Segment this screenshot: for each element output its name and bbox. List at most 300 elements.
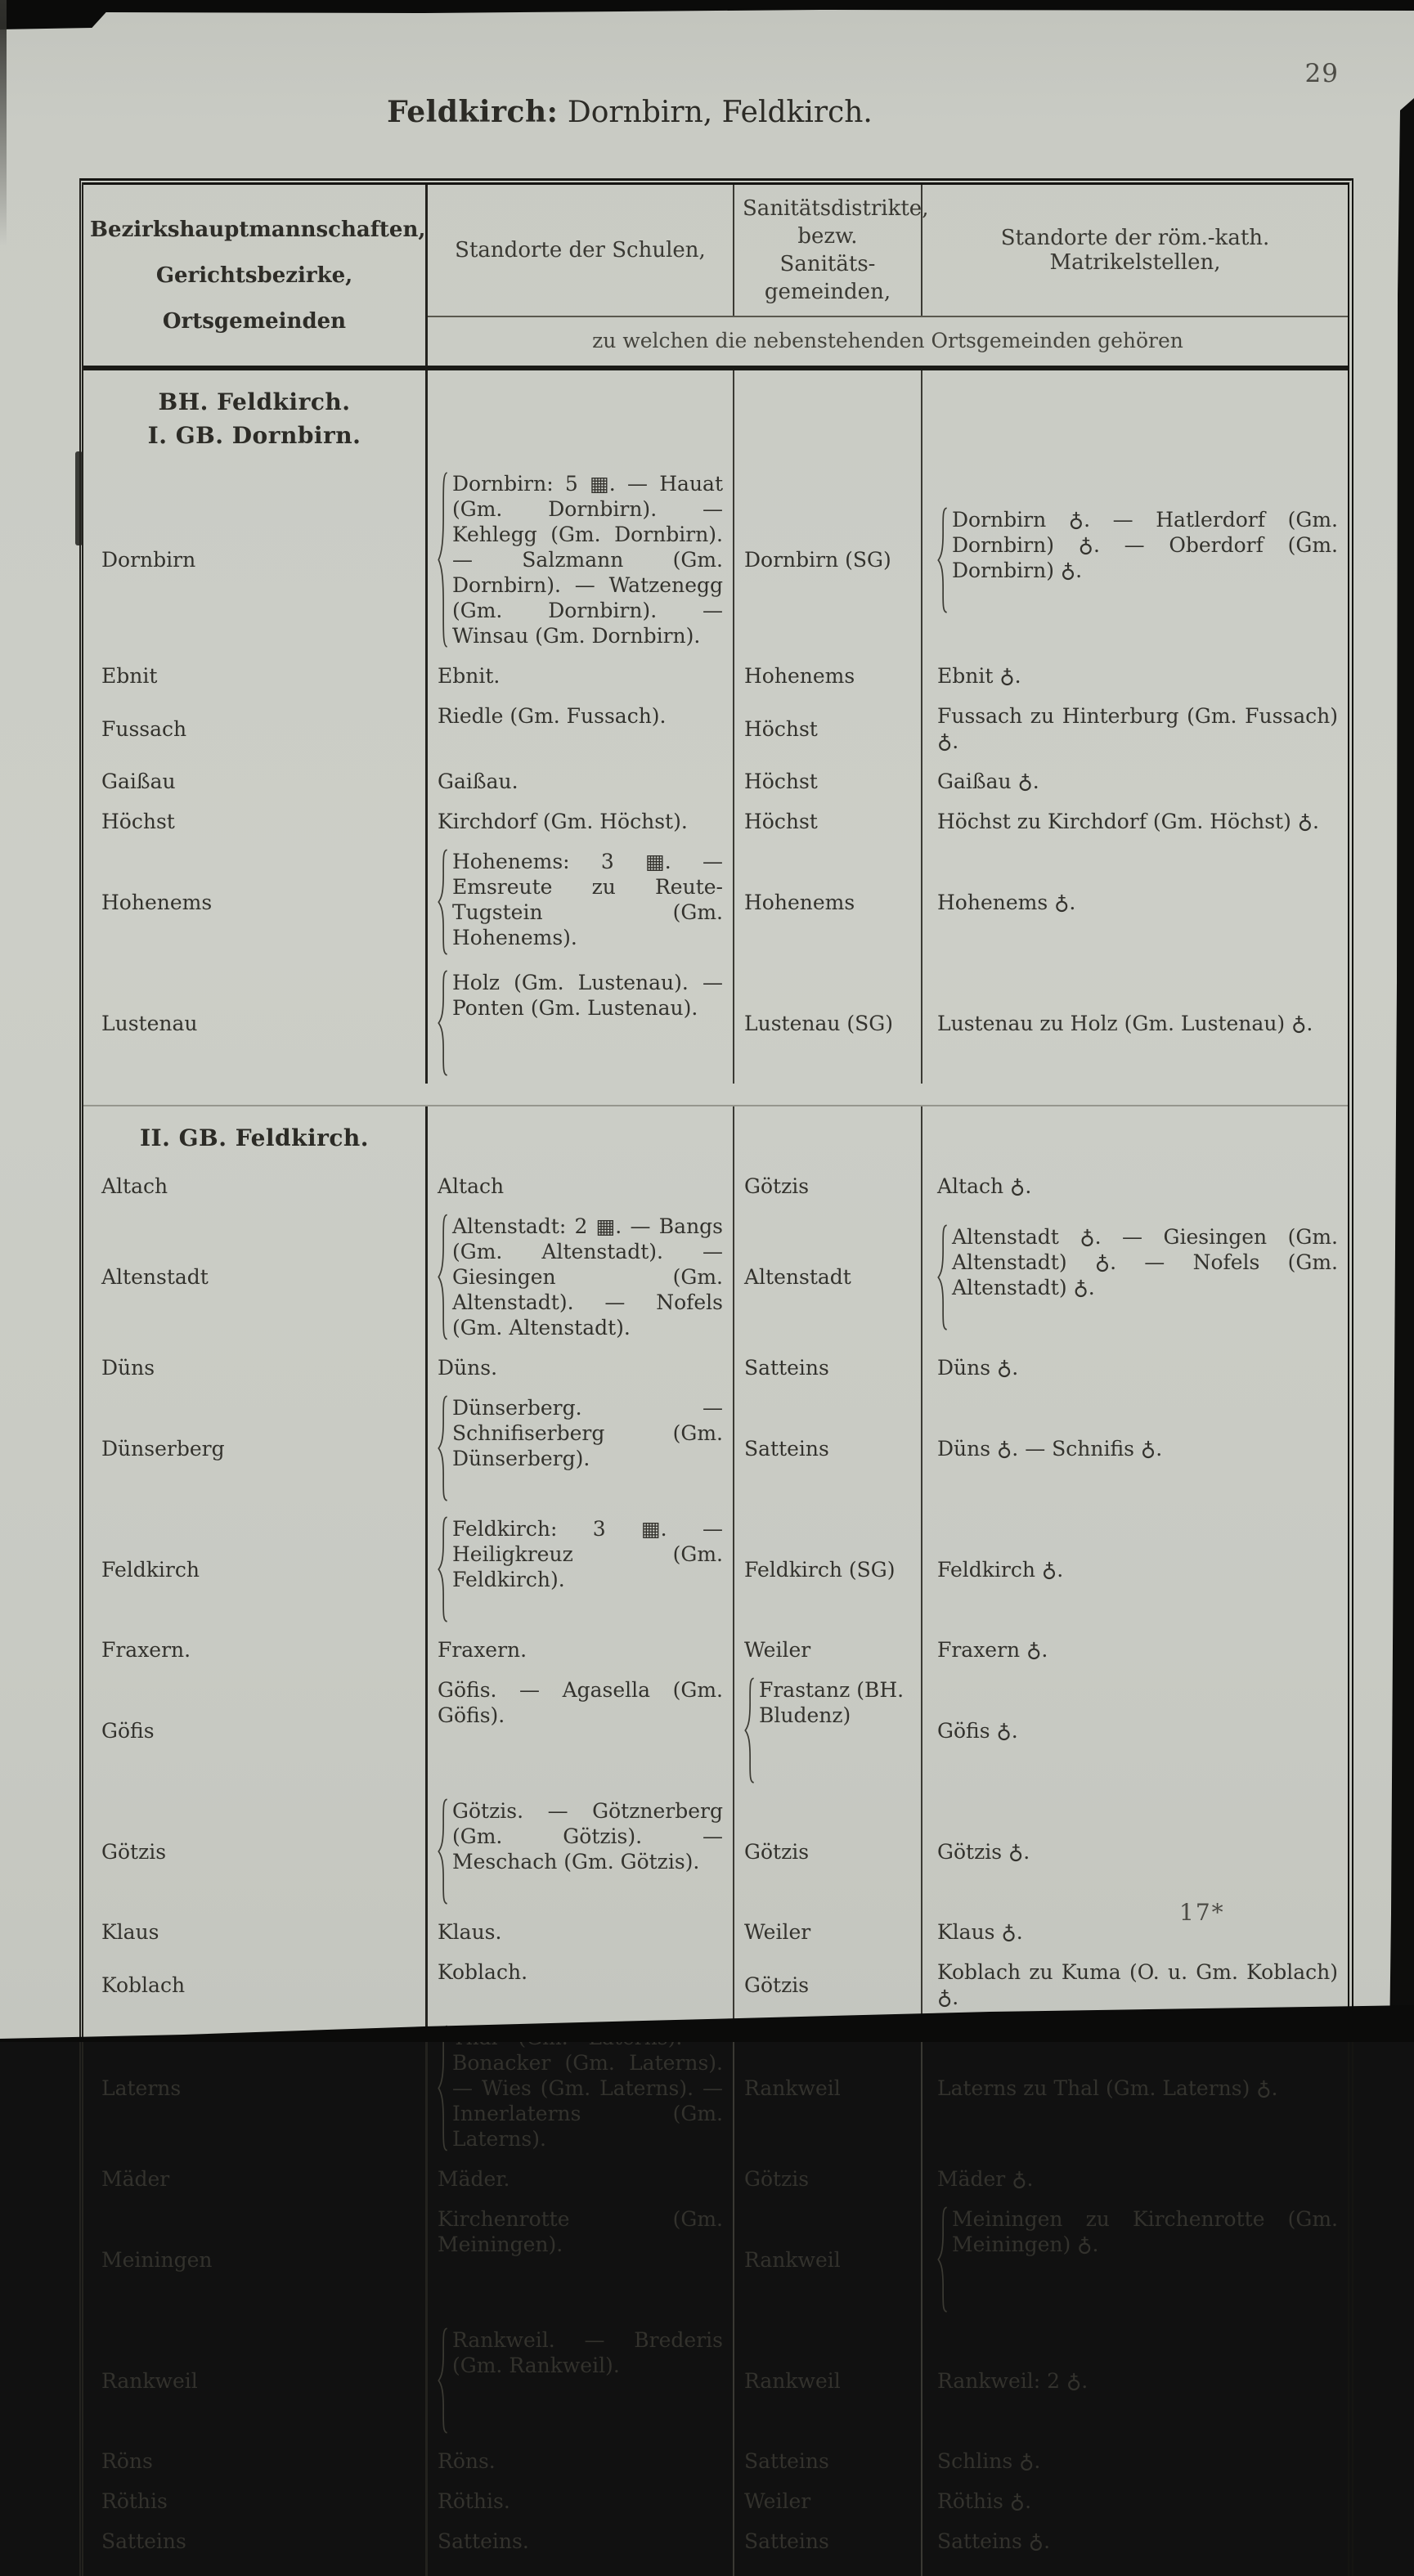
schulen-cell bbox=[428, 1388, 734, 1509]
sanitaets-text: Höchst bbox=[744, 810, 818, 833]
matrikel-cell bbox=[922, 1388, 1348, 1509]
sanitaets-cell bbox=[734, 963, 922, 1084]
cell-inner bbox=[744, 809, 911, 834]
cell-inner bbox=[101, 1972, 415, 1998]
matrikel-text: Gaißau ♁. bbox=[937, 770, 1039, 793]
cell-inner bbox=[937, 1355, 1338, 1380]
matrikel-cell bbox=[922, 801, 1348, 841]
cell-inner bbox=[438, 849, 723, 955]
gemeinde-cell bbox=[83, 1630, 428, 1670]
sanitaets-text: Satteins bbox=[744, 1436, 829, 1461]
matrikel-cell bbox=[922, 656, 1348, 696]
brace-icon bbox=[937, 1224, 948, 1331]
cell-inner bbox=[101, 2166, 415, 2192]
matrikel-text: Fussach zu Hinterburg (Gm. Fussach) ♁. bbox=[937, 704, 1338, 753]
gemeinde-cell bbox=[83, 841, 428, 963]
brace-icon bbox=[744, 1677, 755, 1784]
matrikel-cell bbox=[922, 761, 1348, 801]
matrikel-cell bbox=[922, 1206, 1348, 1348]
sanitaets-cell bbox=[734, 1912, 922, 1952]
gemeinde-cell bbox=[83, 1791, 428, 1912]
matrikel-cell bbox=[922, 1630, 1348, 1670]
cell-inner bbox=[101, 1174, 415, 1199]
matrikel-text: Altach ♁. bbox=[937, 1174, 1032, 1198]
schulen-text: Düns. bbox=[438, 1356, 498, 1380]
cell-inner bbox=[101, 1637, 415, 1663]
table-row bbox=[83, 464, 1348, 656]
matrikel-text: Götzis ♁. bbox=[937, 1839, 1030, 1864]
schulen-cell bbox=[428, 1348, 734, 1388]
table-row bbox=[83, 2521, 1348, 2561]
cell-inner bbox=[744, 2488, 911, 2514]
sanitaets-cell bbox=[734, 801, 922, 841]
schulen-text: Satteins. bbox=[438, 2529, 529, 2553]
gemeinde-cell bbox=[83, 963, 428, 1084]
cell-inner bbox=[438, 1214, 723, 1340]
gemeinde-name: Fraxern. bbox=[101, 1638, 191, 1662]
sanitaets-cell bbox=[734, 2320, 922, 2441]
table-row bbox=[83, 656, 1348, 696]
cell-inner bbox=[744, 1677, 911, 1784]
schulen-cell bbox=[428, 2481, 734, 2521]
gemeinde-cell bbox=[83, 464, 428, 656]
schulen-cell bbox=[428, 963, 734, 1084]
matrikel-cell bbox=[922, 696, 1348, 761]
cell-inner bbox=[438, 1677, 723, 1728]
gemeinde-name: Ebnit bbox=[101, 664, 158, 688]
scan-edge-right bbox=[1389, 0, 1414, 2042]
table-header bbox=[83, 185, 1348, 370]
sanitaets-cell bbox=[734, 656, 922, 696]
brace-icon bbox=[438, 2025, 448, 2152]
cell-inner bbox=[101, 1557, 415, 1582]
cell-inner bbox=[937, 2076, 1338, 2101]
gemeinde-cell bbox=[83, 2159, 428, 2199]
gemeinde-cell bbox=[83, 2199, 428, 2320]
matrikel-text: Satteins ♁. bbox=[937, 2529, 1051, 2553]
cell-inner bbox=[438, 1355, 723, 1380]
matrikel-cell bbox=[922, 2521, 1348, 2561]
cell-inner bbox=[937, 1011, 1338, 1036]
gemeinde-name: Rankweil bbox=[101, 2368, 198, 2393]
matrikel-text: Düns ♁. bbox=[937, 1356, 1019, 1380]
brace-icon bbox=[438, 849, 448, 955]
gemeinde-cell bbox=[83, 761, 428, 801]
matrikel-text: Mäder ♁. bbox=[937, 2167, 1034, 2191]
header-matrikelstellen bbox=[922, 185, 1348, 316]
gemeinde-name: Meiningen bbox=[101, 2247, 213, 2272]
cell-inner bbox=[438, 2166, 723, 2192]
brace-icon bbox=[438, 1516, 448, 1622]
brace-icon bbox=[438, 970, 448, 1076]
sanitaets-text: Weiler bbox=[744, 1920, 811, 1944]
table-filler bbox=[83, 2561, 1348, 2576]
matrikel-text: Röthis ♁. bbox=[937, 2489, 1032, 2513]
gemeinde-name: Düns bbox=[101, 1356, 155, 1380]
table-row bbox=[83, 1206, 1348, 1348]
cell-inner bbox=[744, 2166, 911, 2192]
schulen-cell bbox=[428, 1952, 734, 2017]
gemeinde-name: Röthis bbox=[101, 2489, 168, 2513]
schulen-cell bbox=[428, 1206, 734, 1348]
sanitaets-cell bbox=[734, 1388, 922, 1509]
cell-inner bbox=[101, 2488, 415, 2514]
cell-inner bbox=[438, 1395, 723, 1501]
cell-inner bbox=[937, 1637, 1338, 1663]
header-line: Bezirkshauptmannschaften, bbox=[90, 217, 426, 242]
cell-inner bbox=[937, 1839, 1338, 1865]
brace-icon bbox=[937, 2206, 948, 2313]
empty-cell bbox=[734, 370, 922, 464]
table-row bbox=[83, 963, 1348, 1084]
cell-inner bbox=[101, 663, 415, 689]
table-row bbox=[83, 2320, 1348, 2441]
schulen-text: Röns. bbox=[438, 2449, 496, 2473]
gemeinde-cell bbox=[83, 1206, 428, 1348]
cell-inner bbox=[937, 2206, 1338, 2313]
table-body bbox=[83, 370, 1348, 2576]
matrikel-cell bbox=[922, 2159, 1348, 2199]
empty-cell bbox=[428, 1106, 734, 1166]
gemeinde-name: Götzis bbox=[101, 1839, 167, 1864]
cell-inner bbox=[101, 2247, 415, 2273]
cell-inner bbox=[937, 1224, 1338, 1331]
gemeinde-cell bbox=[83, 2521, 428, 2561]
schulen-cell bbox=[428, 1166, 734, 1206]
header-line: Standorte der röm.-kath. Matrikelstellen, bbox=[1000, 226, 1270, 275]
sanitaets-text: Lustenau (SG) bbox=[744, 1011, 894, 1035]
gemeinde-cell bbox=[83, 2320, 428, 2441]
matrikel-cell bbox=[922, 1348, 1348, 1388]
matrikel-cell bbox=[922, 2481, 1348, 2521]
schulen-text: Klaus. bbox=[438, 1920, 502, 1944]
gemeinde-cell bbox=[83, 1670, 428, 1791]
cell-inner bbox=[937, 1174, 1338, 1199]
header-line: gemeinden, bbox=[764, 280, 891, 304]
gemeinde-name: Dornbirn bbox=[101, 548, 196, 572]
cell-inner bbox=[101, 1718, 415, 1744]
gemeinde-name: Klaus bbox=[101, 1920, 159, 1944]
sanitaets-text: Weiler bbox=[744, 1638, 811, 1662]
sanitaets-cell bbox=[734, 761, 922, 801]
empty-cell bbox=[922, 1106, 1348, 1166]
cell-inner bbox=[438, 809, 723, 834]
gemeinde-cell bbox=[83, 2481, 428, 2521]
empty-cell bbox=[734, 1106, 922, 1166]
cell-inner bbox=[744, 663, 911, 689]
sanitaets-cell bbox=[734, 1791, 922, 1912]
gemeinde-name: Koblach bbox=[101, 1972, 186, 1997]
schulen-text: Koblach. bbox=[438, 1960, 528, 1984]
cell-inner bbox=[744, 1436, 911, 1461]
schulen-cell bbox=[428, 696, 734, 761]
sanitaets-text: Weiler bbox=[744, 2489, 811, 2513]
cell-inner bbox=[101, 2368, 415, 2394]
gemeinde-name: Göfis bbox=[101, 1718, 155, 1743]
matrikel-cell bbox=[922, 1166, 1348, 1206]
schulen-cell bbox=[428, 2159, 734, 2199]
sanitaets-text: Satteins bbox=[744, 2529, 829, 2553]
section-heading-row bbox=[83, 1105, 1348, 1166]
sanitaets-cell bbox=[734, 1630, 922, 1670]
matrikel-text: Klaus ♁. bbox=[937, 1920, 1023, 1944]
filler-cell bbox=[734, 2561, 922, 2576]
gemeinde-name: Hohenems bbox=[101, 890, 213, 914]
gemeinde-cell bbox=[83, 801, 428, 841]
schulen-text: Göfis. — Agasella (Gm. Göfis). bbox=[438, 1678, 723, 1727]
gemeinde-cell bbox=[83, 656, 428, 696]
sanitaets-cell bbox=[734, 2441, 922, 2481]
table-row bbox=[83, 1630, 1348, 1670]
matrikel-cell bbox=[922, 841, 1348, 963]
schulen-text: Bonacker (Gm. Laterns). — Wies (Gm. Laterns). — Innerlaterns (Gm. Laterns). bbox=[452, 2051, 723, 2151]
schulen-cell bbox=[428, 656, 734, 696]
table-row bbox=[83, 1388, 1348, 1509]
cell-inner bbox=[101, 716, 415, 742]
cell-inner bbox=[744, 769, 911, 794]
sanitaets-text: Götzis bbox=[744, 1972, 810, 1997]
sheet-signature-mark: 17* bbox=[1179, 1899, 1225, 1926]
sanitaets-cell bbox=[734, 841, 922, 963]
header-line: bezw. bbox=[797, 224, 858, 249]
header-line: Sanitätsdistrikte, bbox=[743, 196, 929, 221]
brace-icon bbox=[438, 2327, 448, 2434]
matrikel-cell bbox=[922, 464, 1348, 656]
matrikel-text: Fraxern ♁. bbox=[937, 1638, 1048, 1662]
gemeinde-name: Altach bbox=[101, 1174, 168, 1198]
cell-inner bbox=[744, 1839, 911, 1865]
cell-inner bbox=[744, 1011, 911, 1036]
section-headings bbox=[83, 370, 428, 464]
schulen-cell bbox=[428, 1670, 734, 1791]
cell-inner bbox=[438, 471, 723, 648]
schulen-cell bbox=[428, 801, 734, 841]
cell-inner bbox=[438, 2529, 723, 2554]
gemeinde-cell bbox=[83, 696, 428, 761]
page-title-district: Feldkirch: bbox=[387, 95, 559, 129]
sanitaets-text: Frastanz (BH. Bludenz) bbox=[759, 1678, 905, 1727]
cell-inner bbox=[937, 703, 1338, 754]
schulen-text: Holz (Gm. Lustenau). — Ponten (Gm. Lustenau). bbox=[452, 971, 723, 1020]
matrikel-text: Altenstadt ♁. — Giesingen (Gm. Altenstadt) ♁. — Nofels (Gm. Altenstadt) ♁. bbox=[952, 1224, 1338, 1299]
sanitaets-text: Götzis bbox=[744, 1174, 810, 1198]
schulen-text: Kirchenrotte (Gm. Meiningen). bbox=[438, 2207, 723, 2256]
cell-inner bbox=[744, 1355, 911, 1380]
sanitaets-text: Götzis bbox=[744, 1839, 810, 1864]
gemeinde-name: Laterns bbox=[101, 2076, 182, 2100]
cell-inner bbox=[744, 2448, 911, 2474]
schulen-cell bbox=[428, 2441, 734, 2481]
table-row bbox=[83, 696, 1348, 761]
cell-inner bbox=[744, 1637, 911, 1663]
cell-inner bbox=[101, 1839, 415, 1865]
gemeinde-name: Altenstadt bbox=[101, 1265, 209, 1289]
matrikel-text: Rankweil: 2 ♁. bbox=[937, 2368, 1089, 2393]
gemeinde-name: Lustenau bbox=[101, 1011, 198, 1035]
header-schulen bbox=[428, 185, 734, 316]
gemeinde-name: Feldkirch bbox=[101, 1557, 200, 1582]
cell-inner bbox=[101, 1355, 415, 1380]
cell-inner bbox=[937, 1959, 1338, 2010]
gemeinde-name: Dünserberg bbox=[101, 1436, 225, 1461]
sanitaets-text: Höchst bbox=[744, 716, 818, 741]
cell-inner bbox=[438, 1959, 723, 1985]
table-row bbox=[83, 761, 1348, 801]
matrikel-text: Feldkirch ♁. bbox=[937, 1557, 1064, 1582]
sanitaets-cell bbox=[734, 2159, 922, 2199]
matrikel-cell bbox=[922, 1670, 1348, 1791]
schulen-cell bbox=[428, 2199, 734, 2320]
cell-inner bbox=[438, 663, 723, 689]
cell-inner bbox=[438, 1798, 723, 1905]
brace-icon bbox=[937, 507, 948, 613]
schulen-cell bbox=[428, 2521, 734, 2561]
table-row bbox=[83, 1166, 1348, 1206]
header-line: Gerichtsbezirke, bbox=[155, 263, 353, 288]
schulen-text: Altach bbox=[438, 1174, 505, 1198]
matrikel-cell bbox=[922, 1509, 1348, 1630]
table-row bbox=[83, 841, 1348, 963]
matrikel-text: Ebnit ♁. bbox=[937, 664, 1021, 688]
gemeinde-cell bbox=[83, 1388, 428, 1509]
table-row bbox=[83, 1791, 1348, 1912]
schulen-text: Ebnit. bbox=[438, 664, 501, 688]
schulen-cell bbox=[428, 2320, 734, 2441]
schulen-cell bbox=[428, 1791, 734, 1912]
gemeinde-cell bbox=[83, 1348, 428, 1388]
table-row bbox=[83, 1670, 1348, 1791]
schulen-cell bbox=[428, 464, 734, 656]
matrikel-text: Laterns zu Thal (Gm. Laterns) ♁. bbox=[937, 2076, 1278, 2100]
table-row bbox=[83, 801, 1348, 841]
cell-inner bbox=[101, 1264, 415, 1290]
cell-inner bbox=[438, 703, 723, 729]
cell-inner bbox=[744, 1972, 911, 1998]
cell-inner bbox=[101, 1919, 415, 1945]
matrikel-cell bbox=[922, 2199, 1348, 2320]
sanitaets-text: Feldkirch (SG) bbox=[744, 1557, 896, 1582]
sanitaets-cell bbox=[734, 1670, 922, 1791]
schulen-text: Hohenems: 3 ▦. — Emsreute zu Reute-Tugstein (Gm. Hohenems). bbox=[452, 850, 723, 949]
matrikel-text: Meiningen zu Kirchenrotte (Gm. Meiningen) ♁. bbox=[952, 2207, 1338, 2256]
matrikel-cell bbox=[922, 2320, 1348, 2441]
schulen-cell bbox=[428, 1509, 734, 1630]
cell-inner bbox=[937, 1436, 1338, 1461]
brace-icon bbox=[438, 471, 448, 648]
matrikel-cell bbox=[922, 963, 1348, 1084]
section-heading-row bbox=[83, 370, 1348, 464]
cell-inner bbox=[438, 769, 723, 794]
matrikel-text: Schlins ♁. bbox=[937, 2449, 1041, 2473]
cell-inner bbox=[101, 809, 415, 834]
schulen-text: Götzis. — Götznerberg (Gm. Götzis). — Meschach (Gm. Götzis). bbox=[452, 1799, 723, 1874]
matrikel-cell bbox=[922, 2441, 1348, 2481]
matrikel-text: Göfis ♁. bbox=[937, 1718, 1018, 1743]
section-heading: BH. Feldkirch. bbox=[158, 388, 351, 415]
section-headings bbox=[83, 1106, 428, 1166]
matrikel-cell bbox=[922, 1912, 1348, 1952]
cell-inner bbox=[937, 2488, 1338, 2514]
sanitaets-text: Satteins bbox=[744, 2449, 829, 2473]
schulen-cell bbox=[428, 1912, 734, 1952]
cell-inner bbox=[744, 1174, 911, 1199]
table-row bbox=[83, 1952, 1348, 2017]
section-heading: II. GB. Feldkirch. bbox=[139, 1124, 370, 1151]
matrikel-text: Düns ♁. — Schnifis ♁. bbox=[937, 1436, 1163, 1461]
sanitaets-cell bbox=[734, 464, 922, 656]
cell-inner bbox=[937, 2166, 1338, 2192]
header-line: Standorte der Schulen, bbox=[455, 238, 706, 263]
cell-inner bbox=[744, 890, 911, 915]
sanitaets-cell bbox=[734, 2521, 922, 2561]
empty-cell bbox=[428, 370, 734, 464]
header-span-note: zu welchen die nebenstehenden Ortsgemeinden gehören bbox=[428, 316, 1348, 366]
table-row bbox=[83, 1509, 1348, 1630]
table-row bbox=[83, 1912, 1348, 1952]
brace-icon bbox=[438, 1395, 448, 1501]
cell-inner bbox=[101, 2448, 415, 2474]
table-row bbox=[83, 2199, 1348, 2320]
cell-inner bbox=[101, 1436, 415, 1461]
empty-cell bbox=[922, 370, 1348, 464]
sanitaets-text: Satteins bbox=[744, 1356, 829, 1380]
section-heading: I. GB. Dornbirn. bbox=[147, 422, 361, 449]
filler-cell bbox=[83, 2561, 428, 2576]
page-title-subdistricts: Dornbirn, Feldkirch. bbox=[558, 96, 873, 129]
sanitaets-cell bbox=[734, 1509, 922, 1630]
gemeinde-cell bbox=[83, 1166, 428, 1206]
sanitaets-cell bbox=[734, 1206, 922, 1348]
gemeinde-name: Satteins bbox=[101, 2529, 186, 2553]
matrikel-text: Hohenems ♁. bbox=[937, 890, 1076, 914]
matrikel-cell bbox=[922, 1791, 1348, 1912]
brace-icon bbox=[438, 1214, 448, 1340]
gemeinde-name: Röns bbox=[101, 2449, 153, 2473]
matrikel-text: Koblach zu Kuma (O. u. Gm. Koblach) ♁. bbox=[937, 1960, 1338, 2009]
schulen-text: Gaißau. bbox=[438, 770, 518, 793]
schulen-cell bbox=[428, 1630, 734, 1670]
cell-inner bbox=[744, 1557, 911, 1582]
sanitaets-text: Rankweil bbox=[744, 2368, 841, 2393]
cell-inner bbox=[937, 1718, 1338, 1744]
cell-inner bbox=[438, 1919, 723, 1945]
cell-inner bbox=[438, 2448, 723, 2474]
cell-inner bbox=[101, 2076, 415, 2101]
page-title bbox=[0, 95, 1259, 129]
gemeinde-cell bbox=[83, 2441, 428, 2481]
cell-inner bbox=[438, 1516, 723, 1622]
cell-inner bbox=[101, 2529, 415, 2554]
schulen-text: Röthis. bbox=[438, 2489, 510, 2513]
cell-inner bbox=[101, 1011, 415, 1036]
schulen-text: Mäder. bbox=[438, 2167, 510, 2191]
cell-inner bbox=[438, 1637, 723, 1663]
cell-inner bbox=[937, 507, 1338, 613]
cell-inner bbox=[438, 2488, 723, 2514]
sanitaets-text: Rankweil bbox=[744, 2247, 841, 2272]
gemeinde-cell bbox=[83, 1952, 428, 2017]
page-number: 29 bbox=[1304, 59, 1339, 88]
sanitaets-cell bbox=[734, 1166, 922, 1206]
schulen-text: Altenstadt: 2 ▦. — Bangs (Gm. Altenstadt). — Giesingen (Gm. Altenstadt). — Nofels (Gm. Altenstadt). bbox=[452, 1214, 723, 1340]
table-row bbox=[83, 2481, 1348, 2521]
sanitaets-text: Hohenems bbox=[744, 664, 855, 688]
matrikel-text: Dornbirn ♁. — Hatlerdorf (Gm. Dornbirn) ♁. — Oberdorf (Gm. Dornbirn) ♁. bbox=[952, 507, 1338, 582]
sanitaets-text: Altenstadt bbox=[744, 1265, 851, 1289]
cell-inner bbox=[744, 2368, 911, 2394]
matrikel-text: Lustenau zu Holz (Gm. Lustenau) ♁. bbox=[937, 1011, 1313, 1035]
schulen-text: Dünserberg. — Schnifiserberg (Gm. Dünserberg). bbox=[452, 1396, 723, 1470]
